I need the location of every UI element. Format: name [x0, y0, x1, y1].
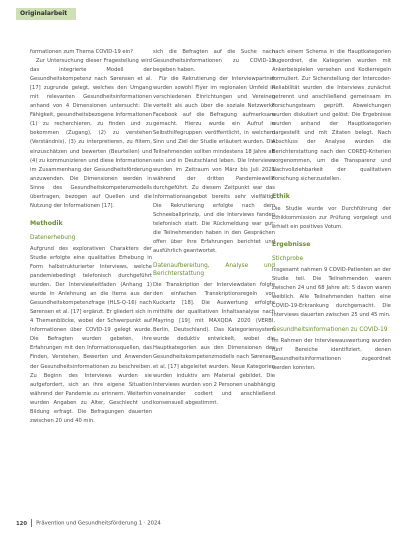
- heading-analysis: Datenaufbereitung, Analyse und Berichterstattung: [153, 263, 275, 278]
- paragraph: Für die Rekrutierung der Interviewpartner wurden sowohl Flyer im regionalen Umfeld in verschiedenen Einrichtungen und Vereinen verteilt als auch über die soziale Netzwerke Facebook auf die Befragung aufmerksam gemacht. Hierzu wurde ein Aufruf in Selbsthilfegruppen veröffentlicht, in welchem Sinn und Ziel der Studie erläutert wurden. Die Teilnehmenden sollten mindestens 18 Jahre alt sein und in Deutschland leben. Die Interviews wurden im Zeitraum von März bis Juli 2021 während der dritten Pandemiewelle durchgeführt. Zu diesem Zeitpunkt war das Informationsangebot bereits sehr vielfältig. Die Rekrutierung erfolgte nach dem Schneeballprinzip, und die Interviews fanden telefonisch statt. Die Rückmeldung war gut; die Teilnehmenden haben in den Gesprächen offen über ihre Erfahrungen berichtet und ausführlich geantwortet.: [153, 76, 275, 255]
- paragraph: Insgesamt nahmen 9 COVID-Patienten an der Studie teil. Die Teilnehmenden waren zwischen 24 und 68 Jahre alt; 5 davon waren weiblich. Alle Teilnehmenden hatten eine COVID-19-Erkrankung durchgemacht. Die Interviews dauerten zwischen 25 und 45 min.: [272, 266, 391, 319]
- paragraph: Im Rahmen der Interviewauswertung wurden fünf Bereiche identifiziert, denen Gesundheitsinformationen zugeordnet werden konnten.: [272, 338, 391, 372]
- column-1: [30, 48, 152, 426]
- column-2: [153, 48, 275, 408]
- column-3: [272, 48, 391, 373]
- heading-health-info: Gesundheitsinformationen zu COVID-19: [272, 327, 388, 334]
- paragraph: Zur Untersuchung dieser Fragestellung wird das integrierte Modell der Gesundheitskompetenz nach Sørensen et al. [17] zugrunde gelegt, welches den Umgang mit relevanten Gesundheitsinformationen anhand von 4 Dimensionen untersucht: Die Fähigkeit, gesundheitsbezogene Informationen (1) zu recherchieren, zu finden und zu bekommen (Zugang), (2) zu verstehen (Verständnis), (3) zu interpretieren, zu filtern, einzuschätzen und bewerten (Beurteilen) und (4) zu kommunizieren und diese Informationen im Zusammenhang der Gesundheitsförderung anzuwenden. Die Dimensionen werden in Sinne des Gesundheitskompetenzmodells übertragen, bezogen auf Quellen und die Nutzung der Informationen [17].: [30, 58, 152, 209]
- heading-sample: Stichprobe: [272, 255, 304, 262]
- paragraph: Die Transkription der Interviewdaten folgte den einfachen Transkriptionsregeln von Kuckartz [18]. Die Auswertung erfolgte mithilfe der qualitativen Inhaltsanalyse nach Mayring [19] mit MAXQDA 2020 (VERBI, Berlin, Deutschland). Das Kategoriensystem wurde deduktiv entwickelt, wobei die Hauptkategorien aus den Dimensionen des Gesundheitskompetenzmodells nach Sørensen et al. [17] abgeleitet wurden. Neue Kategorien wurden induktiv am Material gebildet. Die Interviews wurden von 2 Personen unabhängig voneinander codiert und anschließend konsensuell abgestimmt.: [153, 282, 275, 406]
- page-number: 120: [16, 520, 28, 527]
- paragraph: nach einem Schema in die Hauptkategorien zugeordnet, die Kategorien wurden mit Ankerbeispielen versehen und Kodierregeln formuliert. Zur Sicherstellung der Intercoder-Reliabilität wurden die Interviews zunächst getrennt und anschließend gemeinsam im Forschungsteam geprüft. Abweichungen wurden diskutiert und gelöst. Die Ergebnisse wurden anhand der Hauptkategorien dargestellt und mit Zitaten belegt. Nach Abschluss der Analyse wurden die Berichterstattung nach den COREQ-Kriterien vorgenommen, um die Transparenz und Nachvollziehbarkeit der qualitativen Forschung sicherzustellen.: [272, 49, 391, 182]
- heading-method: Methodik: [30, 219, 63, 227]
- section-label: Originalarbeit: [16, 8, 76, 20]
- paragraph: formationen zum Thema COVID-19 ein?: [30, 49, 134, 55]
- paragraph: Aufgrund des explorativen Charakters der Studie erfolgte eine qualitative Erhebung in Form halbstrukturierter Interviews, welche pandemiebedingt telefonisch durchgeführt wurden. Der Interviewleitfaden (Anhang 1) wurde in Anlehnung an die Items aus der Gesundheitskompetenzfrage (HLS-Q-16) nach Sørensen et al. [17] ergänzt. Er gliedert sich in 4 Themenblöcke, wobei der Schwerpunkt auf Informationen über COVID-19 gelegt wurde. Die Befragten wurden gebeten, ihre Erfahrungen mit den Informationsquellen, das Finden, Verstehen, Bewerten und Anwenden der Gesundheitsinformationen zu beschreiben. Zu Beginn des Interviews wurden sie aufgefordert, sich an ihre eigene Situation während der Pandemie zu erinnern. Weiterhin wurden Angaben zu Alter, Geschlecht und Bildung erfragt. Die Befragungen dauerten zwischen 20 und 40 min.: [30, 245, 152, 424]
- heading-results: Ergebnisse: [272, 240, 311, 248]
- paragraph: sich die Befragten auf die Suche nach Gesundheitsinformationen zu COVID-19 begeben haben.: [153, 49, 275, 74]
- footer-divider: [31, 519, 32, 527]
- heading-data-collection: Datenerhebung: [30, 234, 76, 241]
- paragraph: Die Studie wurde vor Durchführung der Ethikkommission zur Prüfung vorgelegt und erhielt ein positives Votum.: [272, 205, 391, 230]
- journal-name: Prävention und Gesundheitsförderung 1 · 2024: [36, 520, 161, 527]
- heading-ethics: Ethik: [272, 192, 290, 200]
- page-footer: [16, 519, 161, 527]
